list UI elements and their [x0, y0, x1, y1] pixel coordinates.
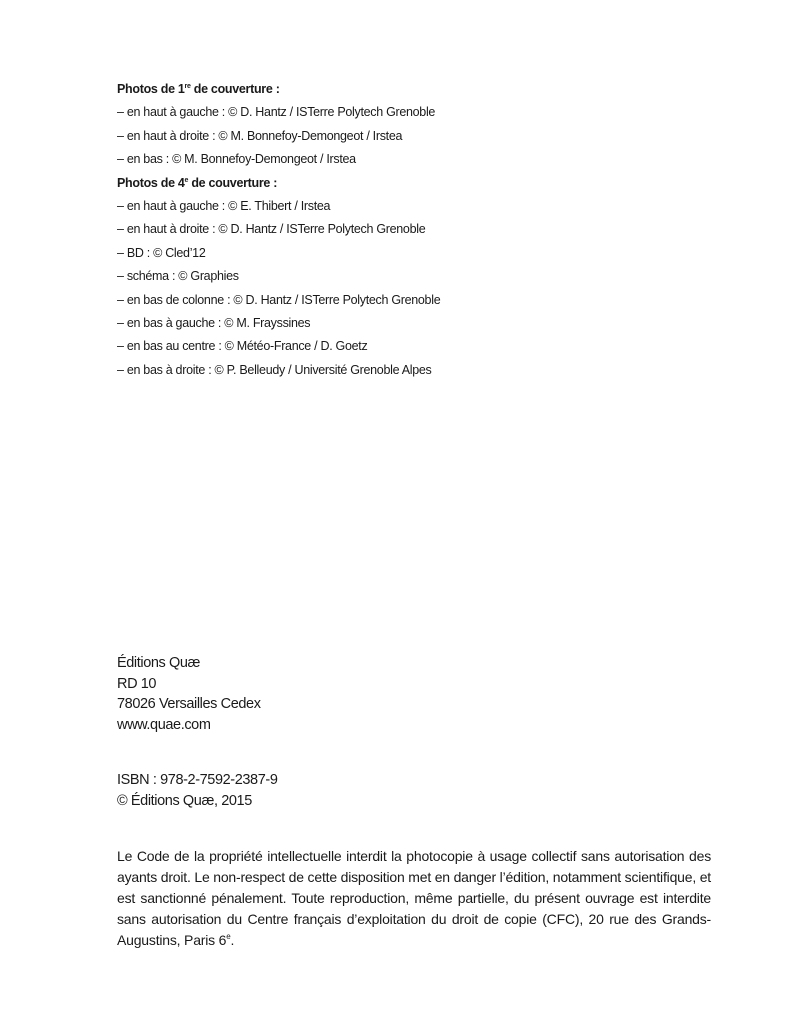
front-cover-heading — [117, 78, 717, 101]
publisher-address — [117, 653, 261, 735]
publisher-website: www.quae.com — [117, 716, 211, 733]
back-credit-item: – schéma : © Graphies — [117, 269, 239, 284]
legal-notice — [117, 846, 711, 951]
back-cover-heading — [117, 172, 717, 195]
back-heading-sup: e — [184, 176, 189, 184]
legal-sup: e — [226, 932, 231, 941]
publisher-name: Éditions Quæ — [117, 655, 201, 671]
legal-end: . — [230, 932, 235, 948]
back-heading-prefix: Photos de 4 — [117, 175, 185, 190]
back-credit-item: – en bas à droite : © P. Belleudy / Université Grenoble Alpes — [117, 362, 432, 377]
front-credit-item: – en haut à gauche : © D. Hantz / ISTerre Polytech Grenoble — [117, 105, 436, 120]
back-heading-suffix: de couverture : — [188, 175, 278, 190]
front-heading-sup: re — [184, 83, 191, 90]
photo-credits — [117, 78, 717, 382]
front-credit-item: – en haut à droite : © M. Bonnefoy-Demongeot / Irstea — [117, 128, 403, 143]
front-heading-prefix: Photos de 1 — [117, 82, 185, 96]
back-credit-item: – en bas à gauche : © M. Frayssines — [117, 315, 311, 330]
isbn-number: ISBN : 978-2-7592-2387-9 — [117, 772, 278, 788]
back-credit-item: – en bas au centre : © Météo-France / D. Goetz — [117, 339, 368, 354]
back-credit-item: – en haut à gauche : © E. Thibert / Irstea — [117, 198, 331, 213]
back-credit-item: – en haut à droite : © D. Hantz / ISTerre Polytech Grenoble — [117, 222, 426, 237]
publisher-city: 78026 Versailles Cedex — [117, 696, 261, 712]
publisher-street: RD 10 — [117, 675, 157, 692]
back-credit-item: – en bas de colonne : © D. Hantz / ISTerre Polytech Grenoble — [117, 292, 441, 307]
copyright-line: © Éditions Quæ, 2015 — [117, 793, 252, 809]
front-credit-item: – en bas : © M. Bonnefoy-Demongeot / Irstea — [117, 152, 356, 167]
back-credit-item: – BD : © Cled’12 — [117, 245, 206, 260]
legal-text: Le Code de la propriété intellectuelle interdit la photocopie à usage collectif sans autorisation des ayants droit. Le non-respect de cette disposition met en danger l’édition, notamment scientifique, et est sanctionné pénalement. Toute reproduction, même partielle, du présent ouvrage est interdite sans autorisation du Centre français d’exploitation du droit de copie (CFC), 20 rue des Grands-Augustins, Paris 6 — [117, 848, 711, 948]
front-heading-suffix: de couverture : — [190, 82, 280, 96]
isbn-block — [117, 770, 277, 812]
